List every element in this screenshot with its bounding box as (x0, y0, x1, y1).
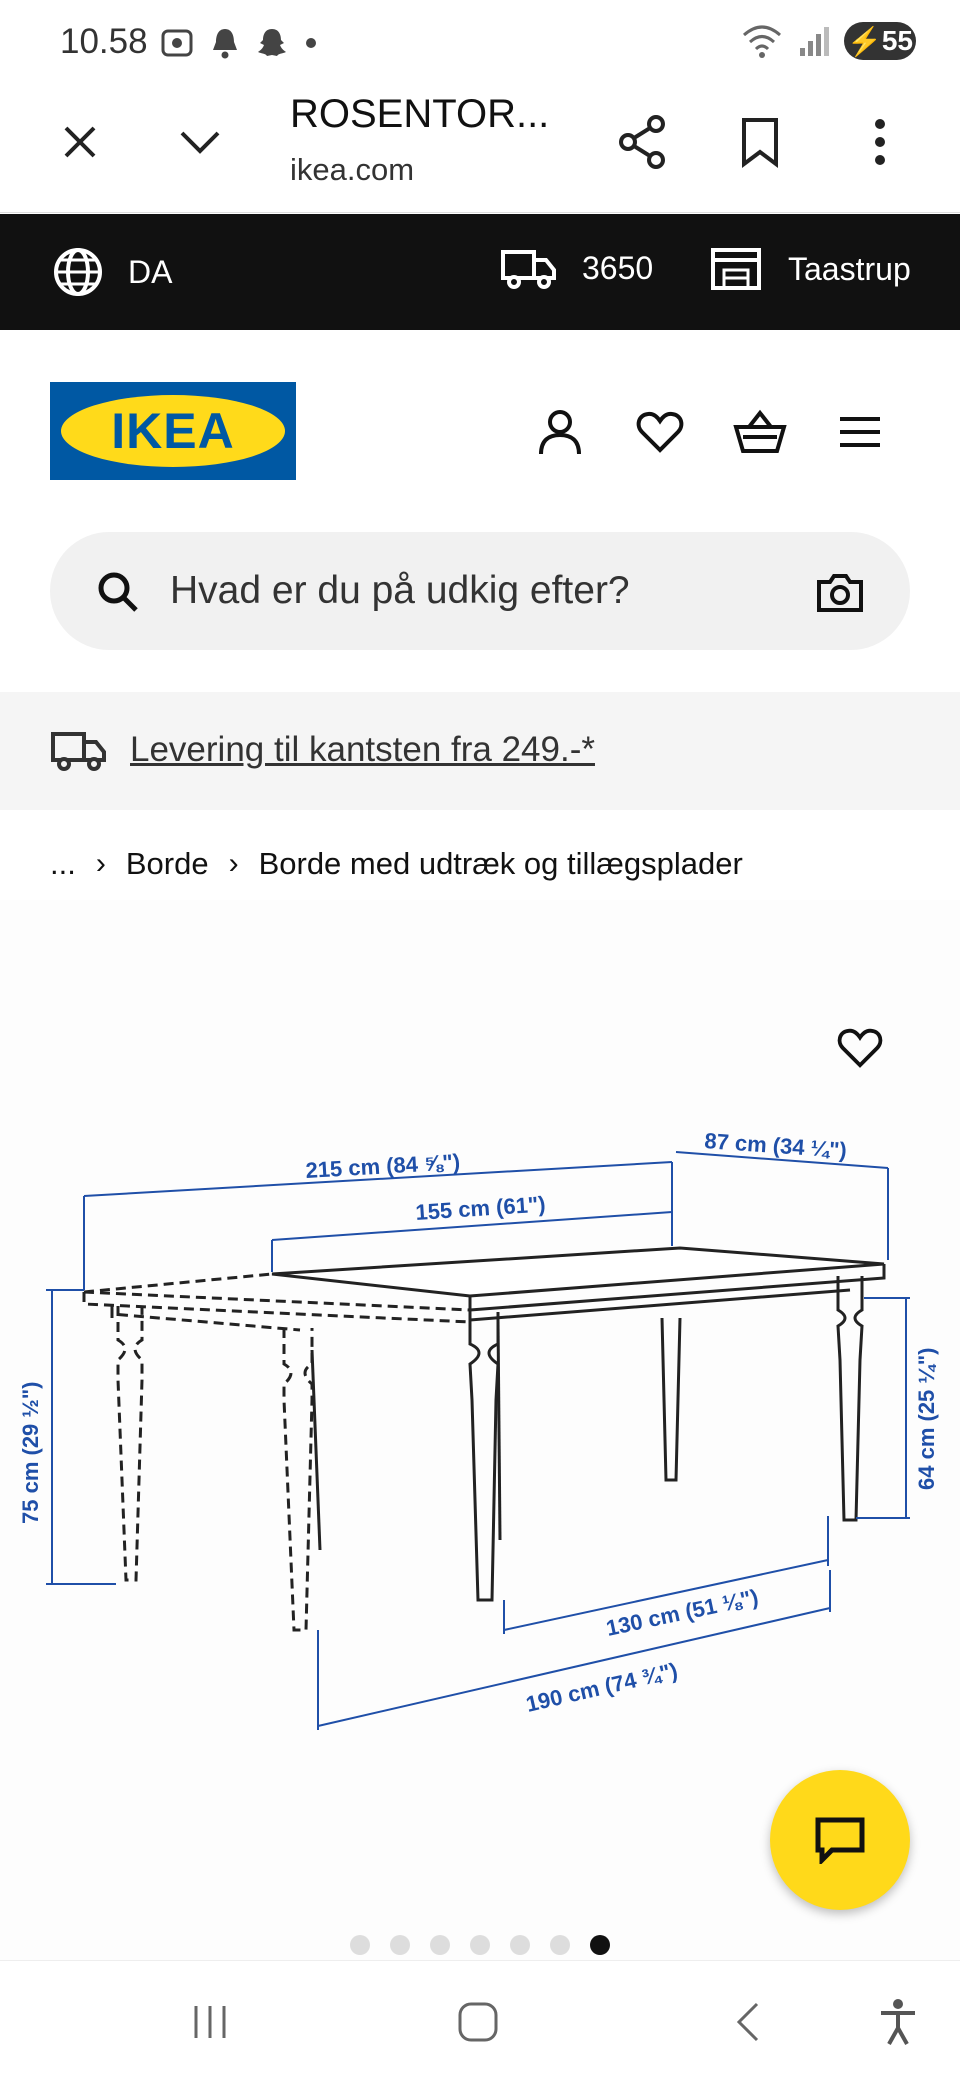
accessibility-button[interactable] (868, 1992, 928, 2052)
carousel-dot[interactable] (470, 1935, 490, 1955)
chat-bubble-icon (814, 1816, 866, 1864)
close-icon (60, 122, 100, 162)
more-options-button[interactable] (862, 110, 898, 174)
table-drawing (84, 1248, 884, 1630)
breadcrumb-item-borde[interactable]: Borde (125, 846, 209, 881)
hamburger-menu-icon (838, 415, 882, 449)
search-icon-wrap (96, 570, 140, 619)
store-icon (710, 246, 762, 292)
recent-apps-button[interactable] (180, 1992, 240, 2052)
dimension-lines (46, 1152, 910, 1730)
signal-icon (798, 24, 830, 58)
account-button[interactable] (532, 404, 588, 460)
heart-icon (837, 1027, 883, 1069)
dimension-leg-clearance: 64 cm (25 ¼") (914, 1347, 939, 1490)
camera-icon (816, 572, 864, 614)
postal-code-selector[interactable] (500, 246, 653, 290)
bell-icon (210, 26, 240, 60)
chevron-right-icon: › (95, 847, 106, 880)
dimension-leg-span-extended: 190 cm (74 ¾") (523, 1657, 680, 1717)
carousel-dot[interactable] (430, 1935, 450, 1955)
visual-search-button[interactable] (812, 568, 868, 618)
dimension-leg-span: 130 cm (51 ⅛") (603, 1584, 761, 1641)
wishlist-button[interactable] (632, 404, 688, 460)
basket-icon (733, 409, 787, 455)
user-icon (537, 408, 583, 456)
share-icon (616, 114, 668, 170)
table-dimension-drawing (0, 1100, 960, 1760)
basket-button[interactable] (732, 404, 788, 460)
home-button[interactable] (448, 1992, 508, 2052)
breadcrumb-item-extendable-tables[interactable]: Borde med udtræk og tillægsplader (258, 846, 743, 881)
bookmark-icon (740, 116, 780, 168)
store-label: Taastrup (788, 250, 911, 287)
logo-oval (61, 395, 285, 467)
dot-icon (304, 36, 318, 50)
chat-button[interactable] (770, 1770, 910, 1910)
recent-apps-icon (190, 2002, 230, 2042)
carousel-dot[interactable] (510, 1935, 530, 1955)
delivery-info-link[interactable]: Levering til kantsten fra 249.-* (130, 730, 595, 769)
carousel-dot-active[interactable] (590, 1935, 610, 1955)
home-icon (456, 2000, 500, 2044)
breadcrumb-ellipsis[interactable]: ... (50, 846, 76, 881)
search-icon (96, 570, 140, 614)
back-chevron-icon (733, 2000, 763, 2044)
menu-button[interactable] (832, 404, 888, 460)
delivery-truck-icon (500, 246, 558, 290)
carousel-pagination (350, 1935, 610, 1955)
breadcrumb (50, 846, 743, 882)
page-title: ROSENTOR... (290, 92, 550, 136)
status-system-icons (740, 22, 916, 60)
dimension-height: 75 cm (29 ½") (18, 1381, 43, 1524)
close-tab-button[interactable] (52, 114, 108, 170)
language-selector[interactable] (52, 246, 172, 298)
accessibility-icon (878, 1998, 918, 2046)
wifi-icon (740, 23, 784, 59)
back-button[interactable] (718, 1992, 778, 2052)
chevron-down-icon (178, 127, 222, 157)
minimize-tab-button[interactable] (172, 114, 228, 170)
dimension-length-extended: 215 cm (84 ⅝") (304, 1149, 461, 1183)
delivery-truck-icon-wrap (50, 728, 108, 777)
language-label: DA (128, 253, 173, 290)
chevron-right-icon: › (228, 847, 239, 880)
search-input[interactable] (170, 568, 770, 614)
ikea-logo[interactable] (50, 382, 296, 480)
carousel-dot[interactable] (350, 1935, 370, 1955)
delivery-truck-icon (50, 728, 108, 772)
more-vertical-icon (874, 118, 886, 166)
dimension-depth: 87 cm (34 ¼") (703, 1128, 848, 1163)
snapchat-icon (256, 26, 288, 60)
dimension-length: 155 cm (61") (414, 1191, 547, 1225)
battery-level: 55 (881, 25, 914, 56)
carousel-dot[interactable] (550, 1935, 570, 1955)
postal-code-label: 3650 (582, 249, 654, 286)
add-to-wishlist-button[interactable] (832, 1020, 888, 1076)
store-selector[interactable] (710, 246, 911, 292)
share-button[interactable] (612, 110, 672, 174)
heart-icon (636, 410, 684, 454)
battery-indicator (844, 22, 916, 60)
carousel-dot[interactable] (390, 1935, 410, 1955)
status-time: 10.58 (60, 22, 148, 61)
page-domain: ikea.com (290, 152, 415, 187)
globe-icon (52, 246, 104, 298)
logo-text: IKEA (111, 403, 235, 459)
status-notification-icons (160, 26, 318, 60)
battery-bolt-icon: ⚡ (846, 25, 882, 57)
screenshot-icon (160, 26, 194, 60)
bookmark-button[interactable] (732, 110, 788, 174)
